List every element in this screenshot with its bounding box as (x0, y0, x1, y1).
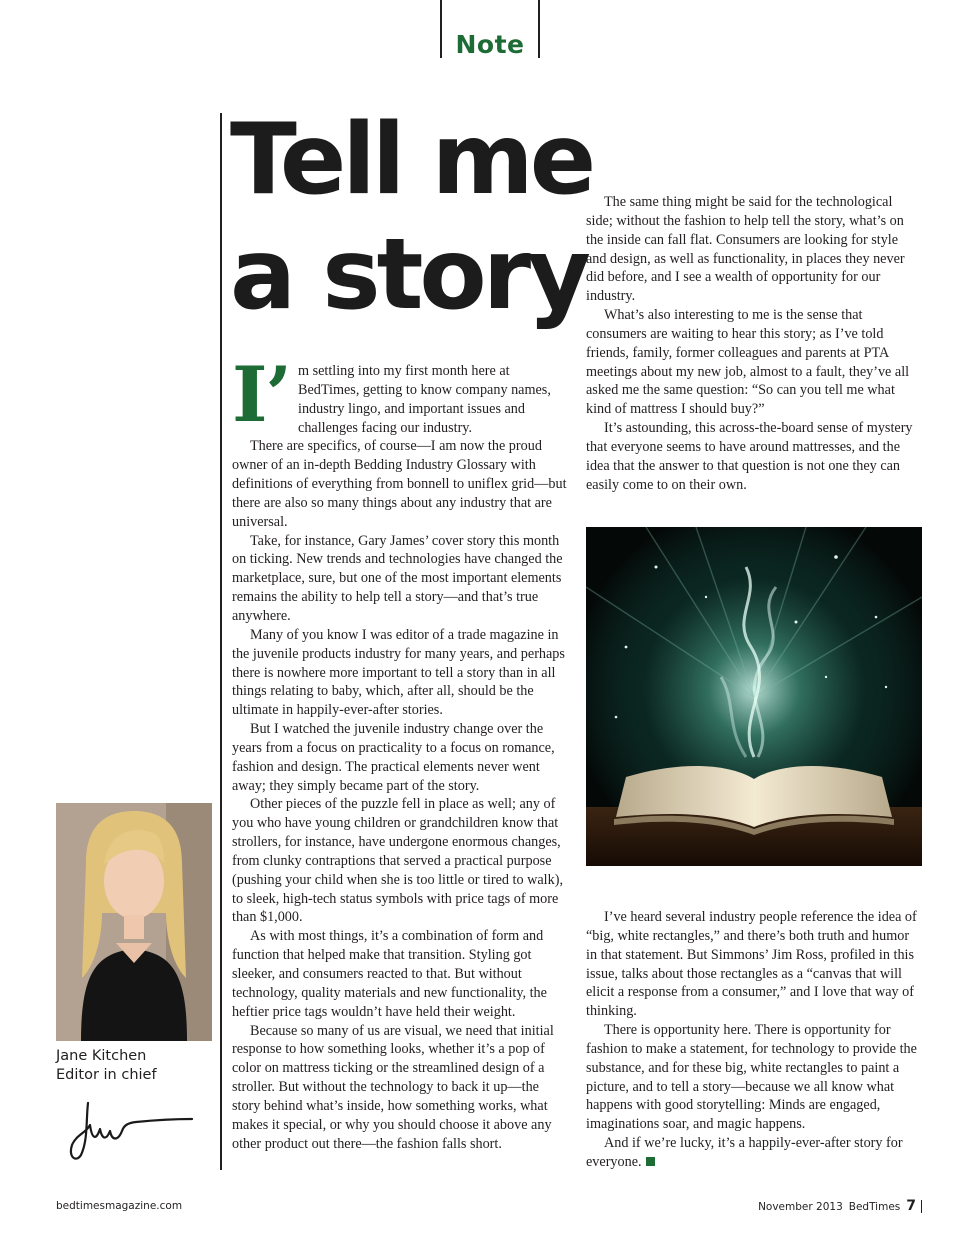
author-photo (56, 803, 212, 1041)
article-paragraph: The same thing might be said for the technological side; without the fashion to help tell the story, what’s on the inside can fall flat. Consumers are looking for style and design, as well as functionality, in places they never did before, and I see a wealth of opportunity for our industry. (586, 194, 905, 305)
magic-book-illustration (586, 527, 922, 866)
section-label: Note (455, 30, 525, 59)
article-paragraph: Many of you know I was editor of a trade magazine in the juvenile products industry for many years, and perhaps there is nowhere more important to tell a story than in all things relating to baby, which, after all, should be the ultimate in happily-ever-after stories. (232, 626, 565, 719)
headline-line-2: a story (230, 218, 587, 332)
header-tab-right-rule (538, 0, 540, 58)
column-divider (220, 113, 222, 1170)
footer-issue-date: November 2013 (758, 1201, 843, 1213)
author-portrait (56, 803, 212, 1041)
article-paragraph-1-text: m settling into my first month here at BedTimes, getting to know company names, industry lingo, and important issues and challenges facing our industry. (298, 363, 551, 436)
article-paragraph-1 (232, 350, 570, 439)
headline (230, 103, 593, 333)
article-paragraph: I’ve heard several industry people reference the idea of “big, white rectangles,” and there’s both truth and humor in that statement. But Simmons’ Jim Ross, profiled in this issue, talks about those rectangles as a “canvas that will elicit a response from a consumer,” and I love that way of thinking. (586, 909, 917, 1020)
article-paragraph: It’s astounding, this across-the-board sense of mystery that everyone seems to have around mattresses, and the idea that the answer to that question is not one they can easily come to on their own. (586, 420, 913, 493)
footer-issue-info (758, 1198, 922, 1214)
footer-divider (921, 1200, 922, 1213)
signature-icon (66, 1095, 196, 1165)
article-paragraph: What’s also interesting to me is the sense that consumers are waiting to hear this story; as I’ve told friends, family, former colleagues and parents at PTA meetings about my new job, almost to a fault, they’ve all asked me the same question: “So can you tell me what kind of mattress I should buy?” (586, 307, 910, 418)
footer-website: bedtimesmagazine.com (56, 1200, 183, 1212)
article-right-column-top (586, 193, 922, 495)
article-closing-text: And if we’re lucky, it’s a happily-ever-after story for everyone. (586, 1135, 903, 1170)
drop-cap: I’ (232, 350, 291, 439)
article-paragraph: There is opportunity here. There is opportunity for fashion to make a statement, for technology to provide the substance, and for these big, white rectangles to paint a picture, and to tell a story—because we all know what happens with good storytelling: Minds are engaged, imaginations soar, and magic happens. (586, 1022, 917, 1133)
author-title: Editor in chief (56, 1067, 157, 1083)
end-square-icon (646, 1157, 655, 1166)
article-paragraph: As with most things, it’s a combination of form and function that helped make that transition. Styling got sleeker, and consumers reacted to that. But without technology, quality materials and new functionality, the heftier price tags wouldn’t have held their weight. (232, 928, 547, 1020)
footer-magazine-name: BedTimes (848, 1201, 901, 1213)
article-paragraph: Because so many of us are visual, we need that initial response to how something looks, whether it’s a pop of color on mattress ticking or the streamlined design of a stroller. But without the technology to back it up—the story behind what’s inside, how something works, what makes it special, or why you should choose it above any other product out there—the fashion falls short. (232, 1022, 554, 1152)
magic-book-image (586, 527, 922, 866)
article-paragraph-last (586, 1134, 922, 1172)
article-paragraph: Other pieces of the puzzle fell in place as well; any of you who have young children or grandchildren know that strollers, for instance, have undergone enormous changes, from clunky contraptions that served a practical purpose (pushing your child when she is too little or tired to walk), to sleek, high-tech status symbols with price tags of more than $1,000. (232, 796, 563, 926)
page-number: 7 (906, 1198, 916, 1214)
author-caption (56, 1047, 226, 1085)
article-paragraph: Take, for instance, Gary James’ cover story this month on ticking. New trends and technologies have changed the marketplace, sure, but one of the most important elements remains the ability to help tell a story—and that’s true anywhere. (232, 532, 563, 624)
article-paragraph: There are specifics, of course—I am now the proud owner of an in-depth Bedding Industry Glossary with definitions of everything from bonnell to uniflex grid—but there are also so many things about any industry that are universal. (232, 438, 567, 530)
article-right-column-bottom (586, 908, 922, 1172)
headline-line-1: Tell me (230, 103, 593, 217)
author-name: Jane Kitchen (56, 1048, 147, 1064)
article-left-column (232, 350, 570, 1153)
article-paragraph: But I watched the juvenile industry change over the years from a focus on practicality to a focus on romance, fashion and design. The practical elements never went away; they simply became part of the story. (232, 721, 555, 794)
